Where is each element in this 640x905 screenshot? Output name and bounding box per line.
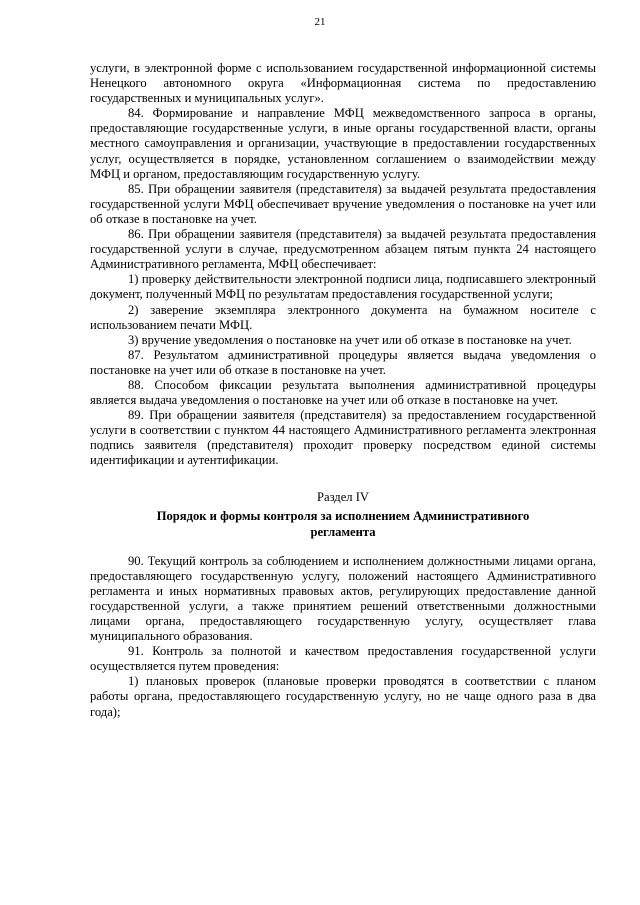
paragraphs-after-section — [90, 554, 596, 720]
paragraph: 86. При обращении заявителя (представителя) за выдачей результата предоставления государственной услуги в случае, предусмотренном абзацем пятым пункта 24 настоящего Административного регламента, МФЦ обеспечивает: — [90, 227, 596, 272]
paragraph: 87. Результатом административной процедуры является выдача уведомления о постановке на учет или об отказе в постановке на учет. — [90, 347, 596, 377]
section-heading — [90, 490, 596, 540]
section-label: Раздел IV — [316, 489, 370, 504]
document-body — [90, 61, 596, 720]
paragraph: 84. Формирование и направление МФЦ межведомственного запроса в органы, предоставляющие государственные услуги, в иные органы государственной власти, органы местного самоуправления и организации, участвующие в предоставлении государственных услуг, осуществляется в порядке, установленном соглашением о взаимодействии между МФЦ и органом, предоставляющим государственную услугу. — [90, 106, 596, 181]
paragraph: 88. Способом фиксации результата выполнения административной процедуры является выдача уведомления о постановке на учет или об отказе в постановке на учет. — [90, 377, 596, 408]
page-number: 21 — [314, 16, 326, 28]
paragraph: 1) плановых проверок (плановые проверки проводятся в соответствии с планом работы органа, предоставляющего государственную услугу, но не чаще одного раза в два года); — [90, 674, 596, 719]
paragraph: 89. При обращении заявителя (представителя) за предоставлением государственной услуги в соответствии с пунктом 44 настоящего Административного регламента электронная подпись заявителя (представителя) проходит проверку посредством единой системы идентификации и аутентификации. — [90, 408, 596, 468]
paragraph: 91. Контроль за полнотой и качеством предоставления государственной услуги осуществляется путем проведения: — [90, 644, 596, 674]
paragraph: 2) заверение экземпляра электронного документа на бумажном носителе с использованием печати МФЦ. — [90, 302, 596, 332]
paragraph: 1) проверку действительности электронной подписи лица, подписавшего электронный документ, полученный МФЦ по результатам предоставления государственной услуги; — [90, 272, 596, 302]
paragraph: 85. При обращении заявителя (представителя) за выдачей результата предоставления государственной услуги МФЦ обеспечивает вручение уведомления о постановке на учет или об отказе в постановке на учет. — [90, 181, 596, 226]
paragraph: услуги, в электронной форме с использованием государственной информационной системы Ненецкого автономного округа «Информационная система по предоставлению государственных и муниципальных услуг». — [90, 61, 596, 106]
section-title: Порядок и формы контроля за исполнением Административного регламента — [156, 508, 530, 539]
paragraph: 3) вручение уведомления о постановке на учет или об отказе в постановке на учет. — [128, 332, 572, 347]
paragraphs-before-section — [90, 61, 596, 469]
paragraph: 90. Текущий контроль за соблюдением и исполнением должностными лицами органа, предоставляющего государственную услугу, положений настоящего Административного регламента и иных нормативных правовых актов, регулирующих предоставление данной государственной услуги, а также принятием решений ответственными должностными лицами органа, предоставляющего государственную услугу, осуществляет глава муниципального образования. — [90, 553, 596, 644]
